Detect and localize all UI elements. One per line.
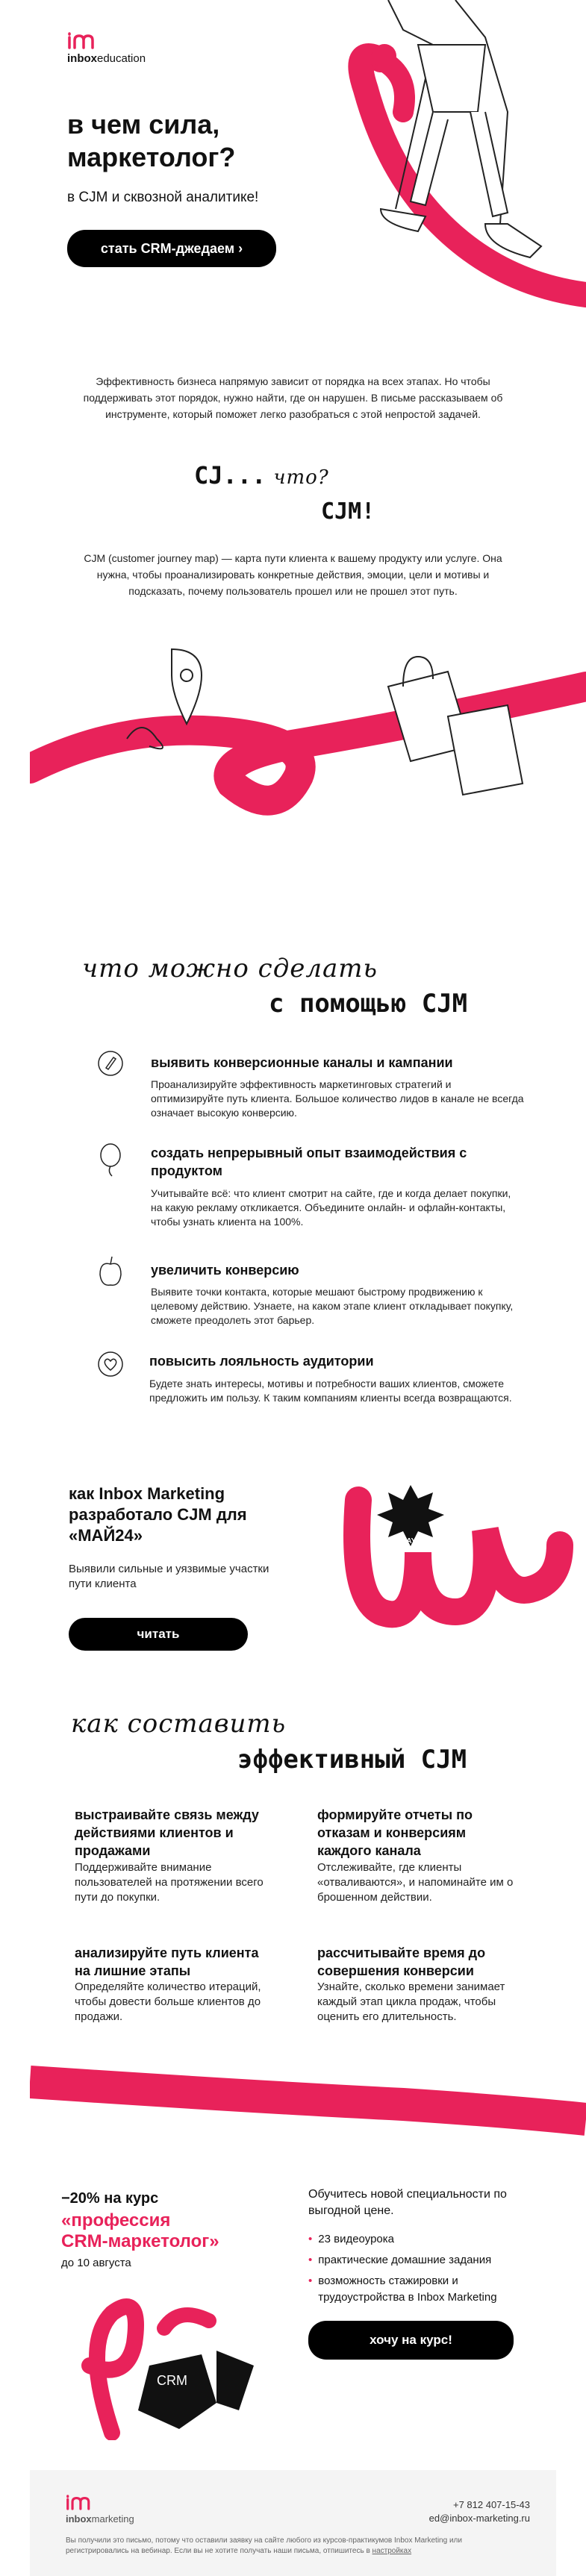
- course-name: [61, 2210, 219, 2252]
- balloon-icon: [96, 1142, 125, 1178]
- brand-name-main: inbox: [67, 52, 97, 65]
- course-name-line2: CRM-маркетолог»: [61, 2231, 219, 2251]
- benefits-script-title: что можно сделать: [82, 954, 378, 984]
- bullet-dot-icon: •: [308, 2233, 313, 2245]
- brand-name: [67, 52, 146, 65]
- benefits-title: с помощью CJM: [269, 989, 468, 1019]
- intro-text: Эффективность бизнеса напрямую зависит от порядка на всех этапах. Но чтобы поддерживать этот порядок, нужно найти, где он нарушен. В письме рассказываем об инструменте, который поможет легко разобраться с этой непростой задачей.: [83, 375, 503, 420]
- footer-brand-main: inbox: [66, 2513, 92, 2525]
- course-bullet-2-text: практические домашние задания: [318, 2254, 492, 2266]
- bullet-dot-icon: •: [308, 2275, 313, 2287]
- how-title: эффективный CJM: [237, 1745, 467, 1775]
- course-bullet-1: [308, 2231, 547, 2248]
- cjm-definition: CJM (customer journey map) — карта пути клиента к вашему продукту или услуге. Она нужна, чтобы проанализировать конкретные действия, эмоции, цели и мотивы и подсказать, почему пользователь прошел или не прошел этот путь.: [84, 552, 502, 597]
- tip-title-1: выстраивайте связь между действиями клиентов и продажами: [75, 1807, 259, 1858]
- course-until: до 10 августа: [61, 2257, 131, 2269]
- footer-brand-sub: marketing: [91, 2513, 134, 2525]
- footer-phone[interactable]: +7 812 407-15-43: [452, 2499, 530, 2510]
- hero-cta-button[interactable]: стать CRM-джедаем ›: [67, 230, 276, 267]
- footer-legal-text: Вы получили это письмо, потому что оставили заявку на сайте любого из курсов-практикумов Inbox Marketing или регистрировались на вебинар. Если вы не хотите получать наши письма, отпишитесь в: [66, 2536, 462, 2555]
- course-bullet-3: [308, 2273, 547, 2306]
- benefit-title-1: выявить конверсионные каналы и кампании: [151, 1055, 453, 1070]
- may24-badge: MAY24.ru: [400, 1537, 434, 1545]
- hero-title: [67, 108, 336, 174]
- course-cta-button[interactable]: хочу на курс!: [308, 2321, 514, 2360]
- tip-title-4: рассчитывайте время до совершения конверсии: [317, 1945, 486, 1978]
- course-lead: Обучитесь новой специальности по выгодной цене.: [308, 2188, 507, 2217]
- case-ribbon-illustration: [336, 1485, 586, 1634]
- benefit-text-1: Проанализируйте эффективность маркетинговых стратегий и оптимизируйте путь клиента. Большое количество лидов в канале не всегда означает высокую конверсию.: [151, 1078, 524, 1119]
- cj-heading: [194, 461, 329, 490]
- footer-legal: [66, 2536, 484, 2557]
- benefit-title-2: создать непрерывный опыт взаимодействия с продуктом: [151, 1145, 467, 1178]
- divider-ribbon-illustration: [30, 2060, 586, 2149]
- bullet-dot-icon: •: [308, 2254, 313, 2266]
- tip-text-2: Отслеживайте, где клиенты «отваливаются», и напоминайте им о брошенном действии.: [317, 1861, 514, 1904]
- apple-icon: [96, 1254, 125, 1289]
- pencil-icon: [96, 1048, 125, 1078]
- tip-title-3: анализируйте путь клиента на лишние этапы: [75, 1945, 259, 1978]
- footer-unsubscribe-link[interactable]: настройках: [372, 2547, 412, 2555]
- benefit-title-3: увеличить конверсию: [151, 1263, 299, 1278]
- case-text: Выявили сильные и уязвимые участки пути клиента: [69, 1563, 269, 1590]
- heart-icon: [96, 1349, 125, 1379]
- case-read-button[interactable]: читать: [69, 1618, 248, 1651]
- benefit-text-2: Учитывайте всё: что клиент смотрит на сайте, где и когда делает покупки, на какую рекламу откликается. Объедините онлайн- и офлайн-контакты, чтобы узнать клиента на 100%.: [151, 1187, 511, 1228]
- journey-ribbon-illustration: [30, 634, 586, 828]
- cj-label: CJ...: [194, 461, 266, 490]
- course-ribbon-illustration: [67, 2283, 276, 2440]
- tip-text-3: Определяйте количество итераций, чтобы довести больше клиентов до продажи.: [75, 1981, 261, 2023]
- footer-email[interactable]: ed@inbox-marketing.ru: [428, 2513, 530, 2524]
- benefit-text-4: Будете знать интересы, мотивы и потребности ваших клиентов, сможете предложить им пользу. К таким компаниям клиенты всегда возвращаются.: [149, 1378, 512, 1404]
- course-bullet-2: [308, 2252, 547, 2269]
- tip-title-2: формируйте отчеты по отказам и конверсиям каждого канала: [317, 1807, 473, 1858]
- footer-brand[interactable]: [66, 2513, 134, 2525]
- inbox-logo-icon: [67, 31, 99, 49]
- benefit-title-4: повысить лояльность аудитории: [149, 1354, 374, 1369]
- course-bullet-3-text: возможность стажировки и трудоустройства в Inbox Marketing: [318, 2275, 497, 2304]
- cj-script: что?: [273, 466, 329, 489]
- hero-subtitle: в CJM и сквозной аналитике!: [67, 190, 259, 205]
- tip-text-1: Поддерживайте внимание пользователей на протяжении всего пути до покупки.: [75, 1861, 264, 1904]
- footer-logo-icon: [66, 2494, 94, 2510]
- brand-logo[interactable]: [67, 31, 99, 49]
- hero-title-line1: в чем сила,: [67, 109, 220, 140]
- tip-text-4: Узнайте, сколько времени занимает каждый этап цикла продаж, чтобы оценить его длительность.: [317, 1981, 505, 2023]
- hero-walking-man-illustration: [336, 0, 586, 328]
- course-discount: −20% на курс: [61, 2190, 159, 2207]
- brand-name-sub: education: [97, 52, 146, 65]
- crm-tag: CRM: [157, 2373, 187, 2388]
- cjm-label: CJM!: [321, 498, 375, 525]
- case-title: как Inbox Marketing разработало CJM для «МАЙ24»: [69, 1484, 247, 1545]
- hero-title-line2: маркетолог?: [67, 142, 236, 172]
- footer-contacts: [388, 2498, 530, 2525]
- course-bullets: [308, 2231, 547, 2306]
- how-script-title: как составить: [71, 1709, 287, 1739]
- course-name-line1: «профессия: [61, 2210, 171, 2230]
- course-bullet-1-text: 23 видеоурока: [318, 2233, 394, 2245]
- benefit-text-3: Выявите точки контакта, которые мешают быстрому продвижению к целевому действию. Узнаете, на каком этапе клиент откладывает покупку, сможете преодолеть этот барьер.: [151, 1286, 514, 1326]
